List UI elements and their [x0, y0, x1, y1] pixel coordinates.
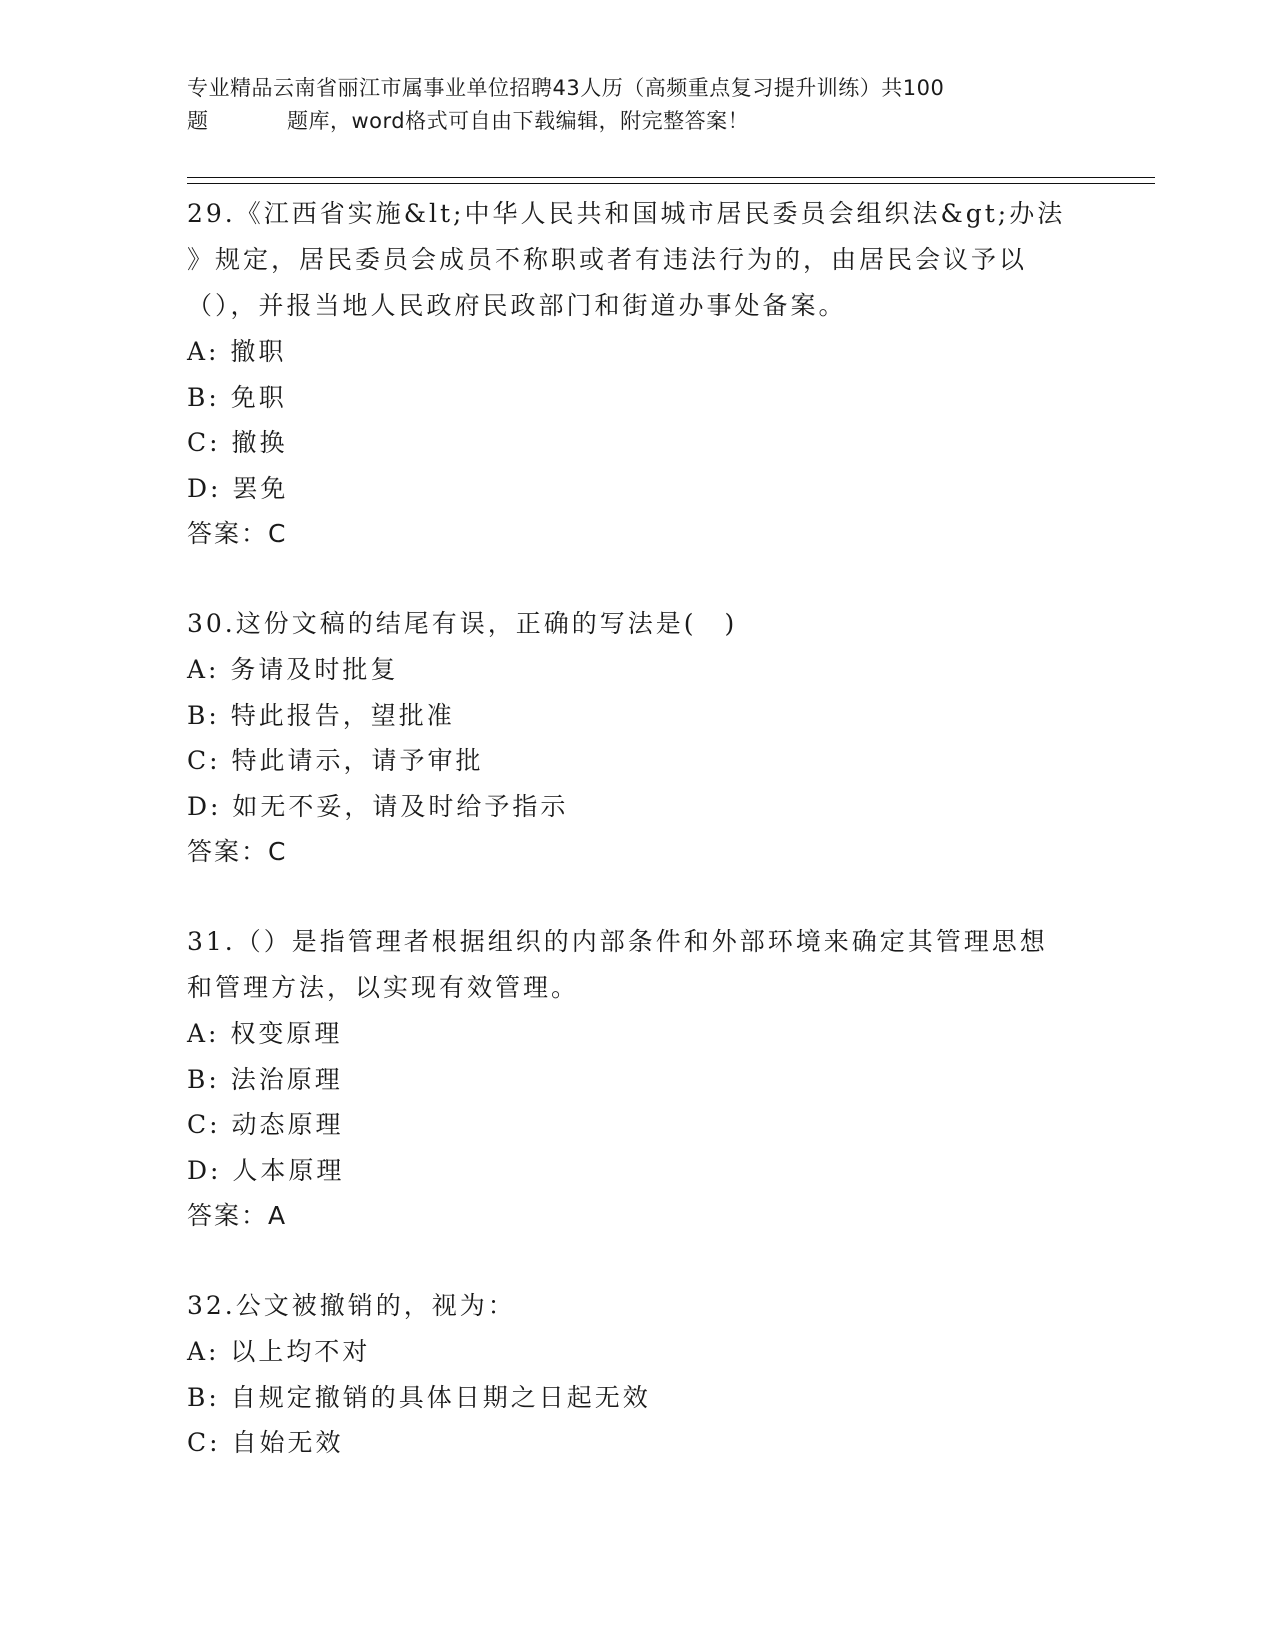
header-title-line-1: 专业精品云南省丽江市属事业单位招聘43人历（高频重点复习提升训练）共100 [187, 76, 945, 100]
question-block [187, 191, 1087, 557]
question-block [187, 919, 1087, 1239]
option-c: C: 撤换 [187, 428, 288, 457]
spacer [187, 557, 1087, 601]
answer-line: 答案：C [187, 519, 288, 548]
spacer [187, 1239, 1087, 1283]
header-divider-top [187, 177, 1155, 178]
spacer [187, 875, 1087, 919]
option-c: C: 自始无效 [187, 1428, 344, 1457]
question-stem-line: 32.公文被撤销的，视为： [187, 1291, 516, 1320]
header-title-line-2 [187, 105, 1077, 138]
answer-line: 答案：A [187, 1201, 288, 1230]
option-b: B: 特此报告，望批准 [187, 700, 455, 730]
question-stem-line: 31.（）是指管理者根据组织的内部条件和外部环境来确定其管理思想 [187, 927, 1048, 956]
document-header [187, 72, 1077, 138]
question-block [187, 1283, 1087, 1466]
question-stem-line: （），并报当地人民政府民政部门和街道办事处备案。 [187, 291, 847, 320]
question-list [187, 191, 1087, 1466]
question-stem-line: 30.这份文稿的结尾有误，正确的写法是( ) [187, 609, 738, 638]
answer-line: 答案：C [187, 837, 288, 866]
header-title-fragment: 题 [187, 109, 209, 133]
option-c: C: 动态原理 [187, 1110, 344, 1139]
option-b: B: 自规定撤销的具体日期之日起无效 [187, 1382, 651, 1412]
question-stem-line: 29.《江西省实施&lt;中华人民共和国城市居民委员会组织法&gt;办法 [187, 199, 1066, 228]
header-subtitle: 题库，word格式可自由下载编辑，附完整答案！ [287, 109, 750, 133]
option-a: A: 权变原理 [187, 1019, 343, 1048]
option-a: A: 务请及时批复 [187, 655, 399, 684]
question-stem-line: 和管理方法，以实现有效管理。 [187, 973, 580, 1002]
option-b: B: 免职 [187, 382, 287, 412]
header-divider-bottom [187, 183, 1155, 184]
option-a: A: 以上均不对 [187, 1337, 371, 1366]
option-c: C: 特此请示，请予审批 [187, 746, 484, 775]
option-d: D: 罢免 [187, 473, 289, 503]
option-a: A: 撤职 [187, 337, 287, 366]
option-d: D: 如无不妥，请及时给予指示 [187, 791, 569, 821]
question-block [187, 601, 1087, 875]
question-stem-line: 》规定，居民委员会成员不称职或者有违法行为的，由居民会议予以 [187, 245, 1028, 274]
option-d: D: 人本原理 [187, 1155, 345, 1185]
option-b: B: 法治原理 [187, 1064, 343, 1094]
